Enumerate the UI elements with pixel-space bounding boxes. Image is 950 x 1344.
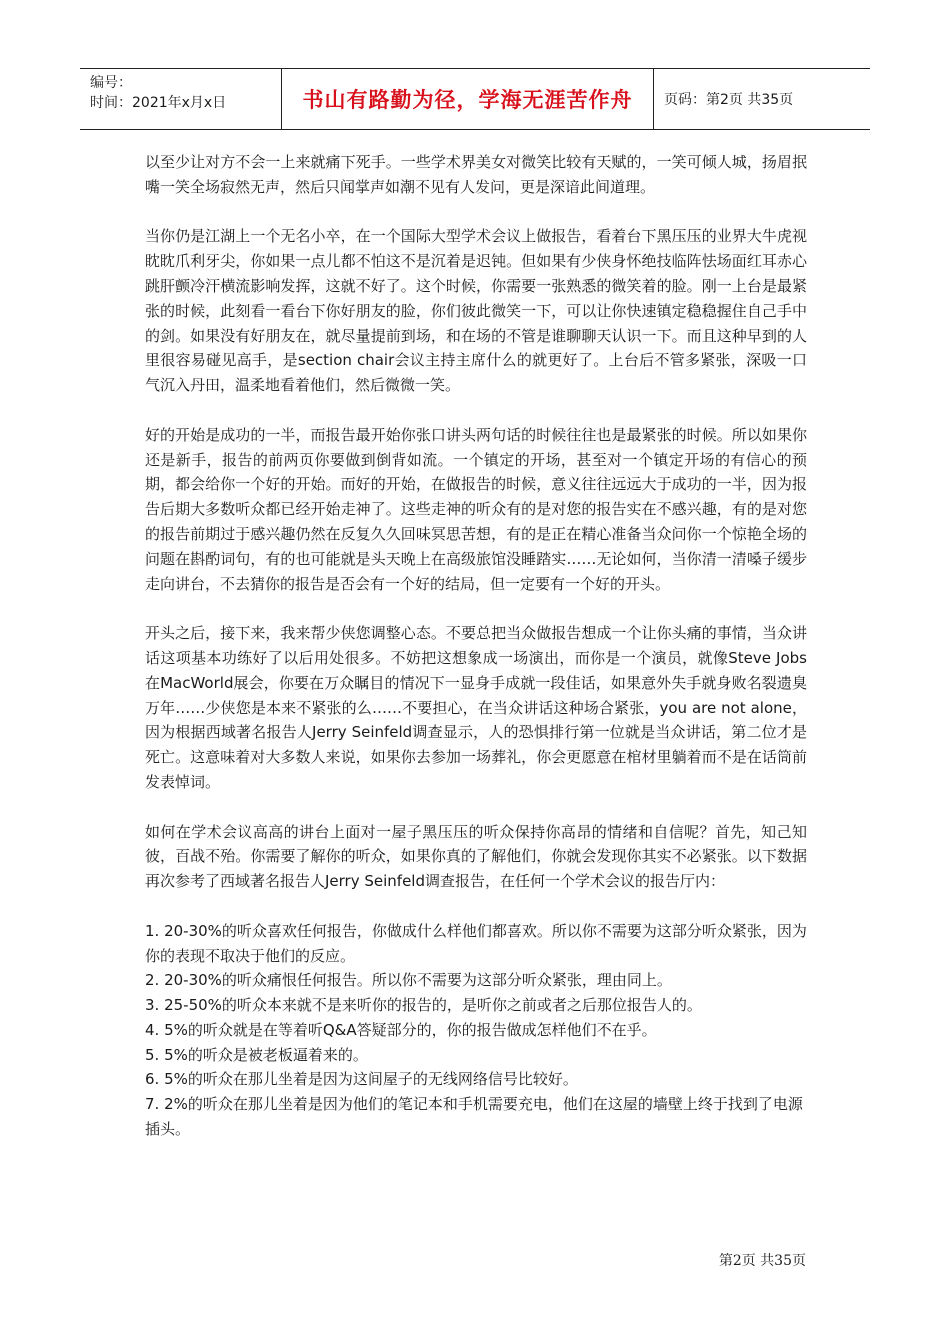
paragraph: 好的开始是成功的一半，而报告最开始你张口讲头两句话的时候往往也是最紧张的时候。所以如果你还是新手，报告的前两页你要做到倒背如流。一个镇定的开场，甚至对一个镇定开场的有信心的预期，都会给你一个好的开始。而好的开始，在做报告的时候，意义往往远远大于成功的一半，因为报告后期大多数听众都已经开始走神了。这些走神的听众有的是对您的报告实在不感兴趣，有的是对您的报告前期过于感兴趣仍然在反复久久回味冥思苦想，有的是正在精心准备当众问你一个惊艳全场的问题在斟酌词句，有的也可能就是头天晚上在高级旅馆没睡踏实……无论如何，当你清一清嗓子缓步走向讲台，不去猜你的报告是否会有一个好的结局，但一定要有一个好的开头。 [145,425,807,593]
paragraph: 开头之后，接下来，我来帮少侠您调整心态。不要总把当众做报告想成一个让你头痛的事情，当众讲话这项基本功练好了以后用处很多。不妨把这想象成一场演出，而你是一个演员，就像Steve Jobs在MacWorld展会，你要在万众瞩目的情况下一显身手成就一段佳话，如果意外失手就身败名裂遗臭万年……少侠您是本来不紧张的么……不要担心，在当众讲话这种场合紧张，you are not alone，因为根据西域著名报告人Jerry Seinfeld调查显示，人的恐惧排行第一位就是当众讲话，第二位才是死亡。这意味着对大多数人来说，如果你去参加一场葬礼，你会更愿意在棺材里躺着而不是在话筒前发表悼词。 [145,624,807,791]
header-meta [80,69,282,129]
paragraph: 如何在学术会议高高的讲台上面对一屋子黑压压的听众保持你高昂的情绪和自信呢？首先，知己知彼，百战不殆。你需要了解你的听众，如果你真的了解他们，你就会发现你其实不必紧张。以下数据再次参考了西域著名报告人Jerry Seinfeld调查报告，在任何一个学术会议的报告厅内： [145,822,807,891]
page-footer: 第2页 共35页 [718,1253,806,1269]
audience-list [145,919,807,1142]
list-item: 4. 5%的听众就是在等着听Q&A答疑部分的，你的报告做成怎样他们不在乎。 [145,1020,657,1039]
list-item: 7. 2%的听众在那儿坐着是因为他们的笔记本和手机需要充电，他们在这屋的墙壁上终于找到了电源插头。 [145,1095,803,1139]
paragraph: 当你仍是江湖上一个无名小卒，在一个国际大型学术会议上做报告，看着台下黑压压的业界大牛虎视眈眈爪利牙尖，你如果一点儿都不怕这不是沉着是迟钝。但如果有少侠身怀绝技临阵怯场面红耳赤心跳肝颤冷汗横流影响发挥，这就不好了。这个时候，你需要一张熟悉的微笑着的脸。刚一上台是最紧张的时候，此刻看一看台下你好朋友的脸，你们彼此微笑一下，可以让你快速镇定稳稳握住自己手中的剑。如果没有好朋友在，就尽量提前到场，和在场的不管是谁聊聊天认识一下。而且这种早到的人里很容易碰见高手，是section chair会议主持主席什么的就更好了。上台后不管多紧张，深吸一口气沉入丹田，温柔地看着他们，然后微微一笑。 [145,227,807,395]
document-body [145,150,807,1142]
paragraph: 以至少让对方不会一上来就痛下死手。一些学术界美女对微笑比较有天赋的，一笑可倾人城，扬眉抿嘴一笑全场寂然无声，然后只闻掌声如潮不见有人发问，更是深谙此间道理。 [145,153,807,196]
list-item: 3. 25-50%的听众本来就不是来听你的报告的，是听你之前或者之后那位报告人的。 [145,996,702,1015]
document-time-label: 时间：2021年x月x日 [90,95,227,111]
page-header [80,68,870,130]
list-item: 2. 20-30%的听众痛恨任何报告。所以你不需要为这部分听众紧张，理由同上。 [145,971,672,990]
list-item: 6. 5%的听众在那儿坐着是因为这间屋子的无线网络信号比较好。 [145,1070,578,1089]
list-item: 5. 5%的听众是被老板逼着来的。 [145,1045,368,1064]
list-item: 1. 20-30%的听众喜欢任何报告，你做成什么样他们都喜欢。所以你不需要为这部分听众紧张，因为你的表现不取决于他们的反应。 [145,921,807,965]
header-motto: 书山有路勤为径，学海无涯苦作舟 [282,69,654,129]
header-page-label: 页码：第2页 共35页 [664,92,794,108]
document-number-label: 编号： [90,75,132,91]
